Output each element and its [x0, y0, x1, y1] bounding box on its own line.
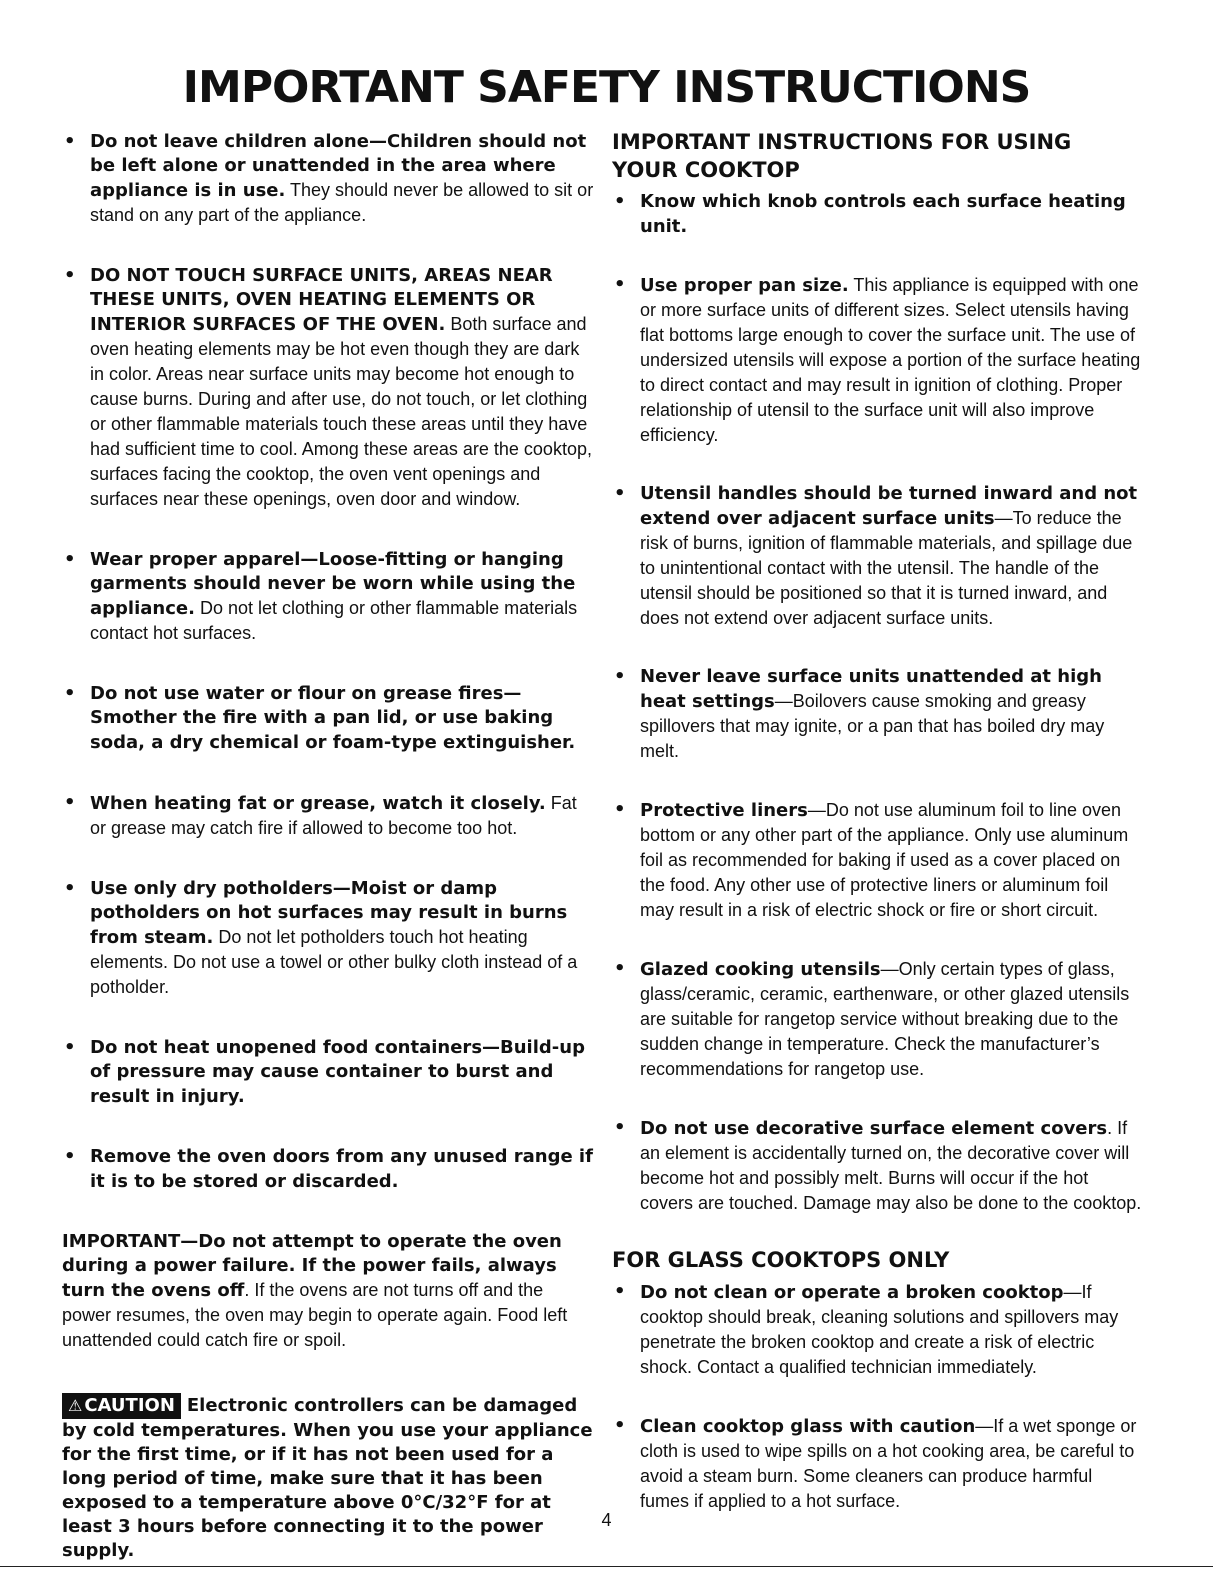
- item-bold-text: Do not clean or operate a broken cooktop: [640, 1282, 1064, 1303]
- list-item: [612, 957, 1142, 1082]
- caution-text: Electronic controllers can be damaged by cold temperatures. When you use your appliance for the first time, or if it has not been used for a long period of time, make sure that it has been exposed to a temperature above 0°C/32°F for at least 3 hours before connecting it to the power supply.: [62, 1395, 593, 1561]
- list-item: [62, 1145, 597, 1194]
- item-bold-text: Never leave surface units unattended at high heat settings: [640, 666, 1102, 712]
- list-item: [62, 548, 597, 646]
- list-item: [612, 1116, 1142, 1216]
- item-bold-text: Use only dry potholders—Moist or damp potholders on hot surfaces may result in burns from steam.: [90, 878, 568, 948]
- item-bold-text: Know which knob controls each surface heating unit.: [640, 191, 1126, 237]
- bottom-rule: [0, 1566, 1213, 1567]
- item-text: Fat or grease may catch fire if allowed to become too hot.: [90, 793, 577, 838]
- item-bold-text: Do not leave children alone—Children should not be left alone or unattended in the area where appliance is in use.: [90, 131, 587, 201]
- list-item: [62, 1036, 597, 1109]
- item-text: —If a wet sponge or cloth is used to wipe spills on a hot cooking area, be careful to avoid a steam burn. Some cleaners can produce harmful fumes if applied to a hot surface.: [640, 1416, 1137, 1511]
- item-bold-text: Do not use water or flour on grease fires—Smother the fire with a pan lid, or use baking soda, a dry chemical or foam-type extinguisher.: [90, 683, 576, 753]
- warning-triangle-icon: ⚠: [68, 1396, 83, 1415]
- list-item: [62, 264, 597, 512]
- list-item: [62, 682, 597, 755]
- page-title: IMPORTANT SAFETY INSTRUCTIONS: [182, 62, 1031, 113]
- important-note-text: . If the ovens are not turns off and the power resumes, the oven may begin to operate again. Food left unattended could catch fire or spoil.: [62, 1280, 568, 1350]
- item-bold-text: DO NOT TOUCH SURFACE UNITS, AREAS NEAR THESE UNITS, OVEN HEATING ELEMENTS OR INTERIOR SURFACES OF THE OVEN.: [90, 265, 553, 335]
- item-bold-text: Protective liners: [640, 800, 808, 821]
- caution-badge: [62, 1393, 181, 1419]
- item-text: —Do not use aluminum foil to line oven bottom or any other part of the appliance. Only use aluminum foil as recommended for baking if used as a cover placed on the food. Any other use of protective liners or aluminum foil may result in a risk of electric shock or fire or short circuit.: [640, 800, 1129, 920]
- item-text: —If cooktop should break, cleaning solutions and spillovers may penetrate the broken cooktop and create a risk of electric shock. Contact a qualified technician immediately.: [640, 1282, 1119, 1377]
- item-text: . If an element is accidentally turned on, the decorative cover will become hot and possibly melt. Burns will occur if the hot covers are touched. Damage may also be done to the cooktop.: [640, 1118, 1142, 1213]
- item-bold-text: Clean cooktop glass with caution: [640, 1416, 976, 1437]
- list-item: [62, 791, 597, 841]
- item-bold-text: Utensil handles should be turned inward and not extend over adjacent surface units: [640, 483, 1138, 529]
- caution-note: [62, 1393, 597, 1563]
- right-column: [612, 128, 1142, 1514]
- item-text: Do not let clothing or other flammable materials contact hot surfaces.: [90, 598, 578, 643]
- item-text: This appliance is equipped with one or more surface units of different sizes. Select utensils having flat bottoms large enough to cover the surface unit. The use of undersized utensils will expose a portion of the surface heating to direct contact and may result in ignition of clothing. Proper relationship of utensil to the surface unit will also improve efficiency.: [640, 275, 1141, 445]
- caution-label: CAUTION: [84, 1395, 175, 1416]
- important-note: [62, 1230, 597, 1353]
- item-bold-text: Remove the oven doors from any unused range if it is to be stored or discarded.: [90, 1146, 593, 1192]
- list-item: [62, 877, 597, 1000]
- item-bold-text: When heating fat or grease, watch it closely.: [90, 793, 546, 814]
- list-item: [612, 1414, 1142, 1514]
- item-bold-text: Use proper pan size.: [640, 275, 849, 296]
- left-column: [62, 128, 597, 1563]
- item-bold-text: Glazed cooking utensils: [640, 959, 881, 980]
- list-item: [612, 1280, 1142, 1380]
- list-item: [612, 190, 1142, 239]
- list-item: [612, 273, 1142, 448]
- item-text: They should never be allowed to sit or stand on any part of the appliance.: [90, 180, 594, 225]
- list-item: [612, 798, 1142, 923]
- important-note-bold: IMPORTANT—Do not attempt to operate the oven during a power failure. If the power fails, always turn the ovens off: [62, 1231, 562, 1301]
- item-bold-text: Wear proper apparel—Loose-fitting or hanging garments should never be worn while using the appliance.: [90, 549, 576, 619]
- list-item: [612, 482, 1142, 631]
- item-text: Do not let potholders touch hot heating elements. Do not use a towel or other bulky cloth instead of a potholder.: [90, 927, 578, 997]
- item-text: —To reduce the risk of burns, ignition of flammable materials, and spillage due to unintentional contact with the utensil. The handle of the utensil should be positioned so that it is turned inward, and does not extend over adjacent surface units.: [640, 508, 1133, 628]
- list-item: [62, 130, 597, 228]
- item-bold-text: Do not use decorative surface element covers: [640, 1118, 1108, 1139]
- list-item: [612, 665, 1142, 764]
- item-text: —Only certain types of glass, glass/ceramic, ceramic, earthenware, or other glazed utensils are suitable for rangetop service without breaking due to the sudden change in temperature. Check the manufacturer’s recommendations for rangetop use.: [640, 959, 1130, 1079]
- item-bold-text: Do not heat unopened food containers—Build-up of pressure may cause container to burst and result in injury.: [90, 1037, 585, 1107]
- item-text: Both surface and oven heating elements may be hot even though they are dark in color. Areas near surface units may become hot enough to cause burns. During and after use, do not touch, or let clothing or other flammable materials touch these areas until they have had sufficient time to cool. Among these areas are the cooktop, surfaces facing the cooktop, the oven vent openings and surfaces near these openings, oven door and window.: [90, 314, 592, 509]
- cooktop-section-heading: IMPORTANT INSTRUCTIONS FOR USING YOUR COOKTOP: [612, 130, 1072, 182]
- glass-section-heading: FOR GLASS COOKTOPS ONLY: [612, 1248, 950, 1272]
- page-number: 4: [601, 1510, 612, 1530]
- item-text: —Boilovers cause smoking and greasy spillovers that may ignite, or a pan that has boiled dry may melt.: [640, 691, 1105, 761]
